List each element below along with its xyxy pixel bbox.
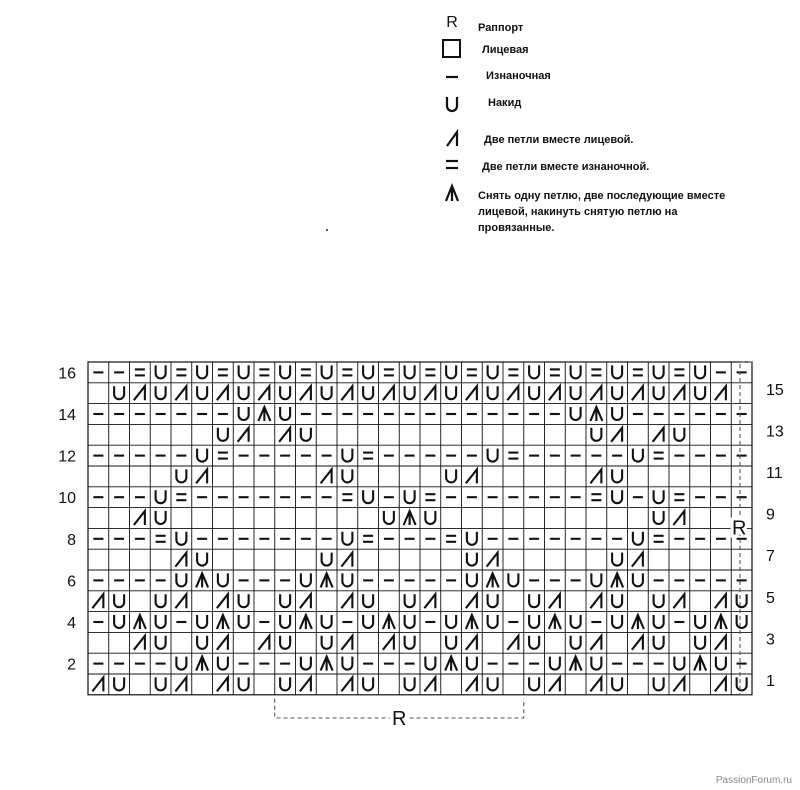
row-number-right: 13 [766, 423, 784, 441]
repeat-symbol: R [446, 14, 458, 31]
row-number-right: 5 [766, 589, 775, 607]
row-number-left: 16 [58, 365, 76, 383]
row-number-left: 14 [58, 407, 76, 424]
watermark: PassionForum.ru [715, 775, 792, 786]
legend-text-knit: Лицевая [482, 44, 529, 56]
row-number-right: 9 [766, 506, 775, 524]
row-number-right: 15 [766, 381, 784, 399]
row-number-left: 6 [67, 573, 76, 591]
row-number-left: 4 [67, 615, 76, 632]
repeat-label-right: R [732, 517, 747, 540]
legend-text-repeat: Раппорт [478, 22, 524, 34]
legend-text-p2tog: Две петли вместе изнаночной. [482, 161, 650, 173]
legend-text-sk2p: Снять одну петлю, две последующие вместе лицевой, накинуть снятую петлю на провязанные. [478, 190, 726, 234]
legend-text-k2tog: Две петли вместе лицевой. [484, 134, 634, 146]
row-number-left: 2 [67, 656, 76, 674]
row-number-right: 7 [766, 548, 775, 566]
row-number-right: 3 [766, 631, 775, 649]
repeat-label-bottom: R [392, 708, 407, 730]
row-number-left: 10 [58, 490, 76, 508]
row-number-left: 12 [58, 448, 76, 466]
row-number-right: 11 [766, 465, 783, 482]
legend-text-purl: Изнаночная [486, 70, 551, 82]
legend-text-yo: Накид [488, 97, 522, 109]
row-number-left: 8 [67, 531, 76, 549]
row-number-right: 1 [766, 673, 775, 690]
